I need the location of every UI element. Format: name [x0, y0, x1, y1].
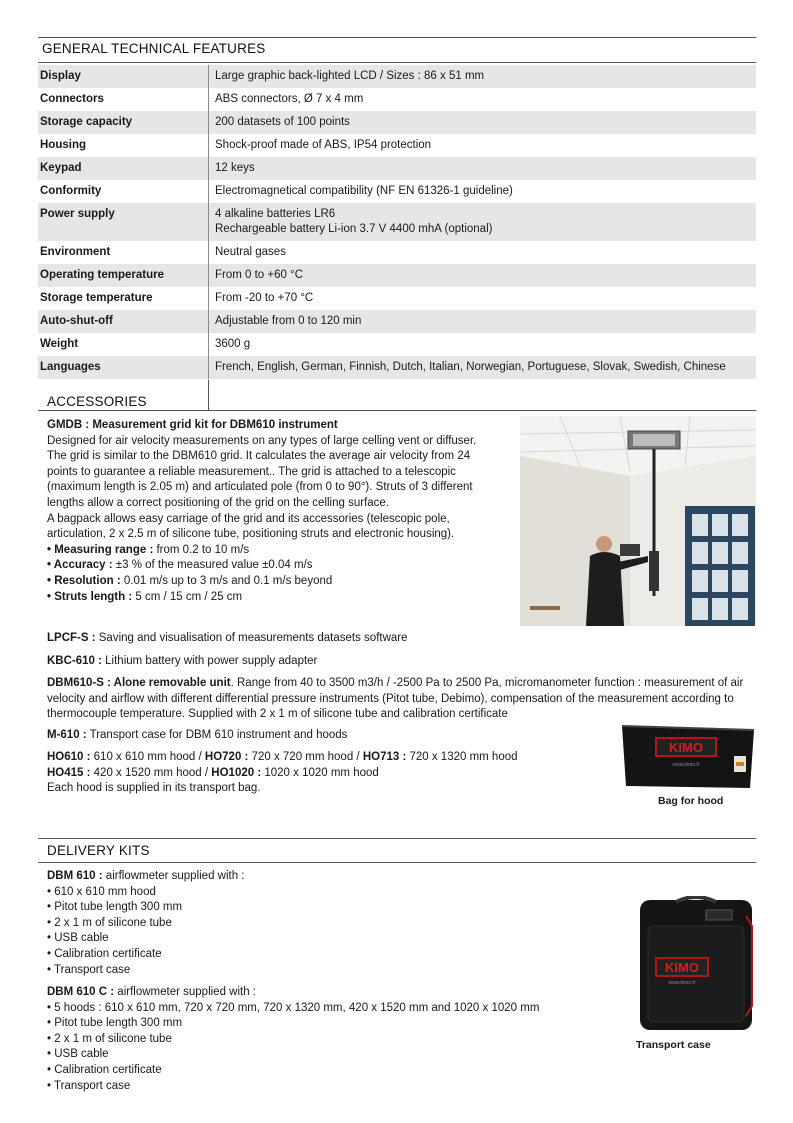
lpcf-code: LPCF-S : — [47, 632, 96, 644]
spec-value — [209, 180, 756, 203]
spec-value — [209, 310, 756, 333]
gmdb-bullet-key: • Measuring range : — [47, 543, 154, 556]
case-caption: Transport case — [636, 1039, 711, 1051]
kit-item: • Calibration certificate — [47, 1063, 162, 1076]
spec-row — [38, 264, 756, 287]
gmdb-line: lengths allow a correct positioning of the grid on the celling surface. — [47, 496, 390, 509]
spec-row — [38, 111, 756, 134]
kit1-items — [47, 885, 245, 979]
spec-row — [38, 134, 756, 157]
gmdb-bullet-key: • Accuracy : — [47, 559, 113, 572]
kit-item: • Transport case — [47, 963, 131, 976]
spec-row — [38, 333, 756, 356]
m610-desc: Transport case for DBM 610 instrument and hoods — [86, 729, 348, 741]
gmdb-bullet-value: ±3 % of the measured value ±0.04 m/s — [112, 559, 313, 572]
kit-item: • Transport case — [47, 1079, 131, 1092]
dbm610s-desc-3: thermocouple temperature. Supplied with 2 x 1 m of silicone tube and calibration certificate — [47, 708, 508, 721]
spec-value — [209, 287, 756, 310]
spec-value-line: Rechargeable battery Li-ion 3.7 V 4400 mhA (optional) — [215, 223, 493, 235]
kit-item: • USB cable — [47, 1048, 109, 1061]
hoods-block: HO610 : 610 x 610 mm hood / HO720 : 720 x 720 mm hood / HO713 : 720 x 1320 mm hood HO415 : 420 x 1520 mm hood / HO1020 : 1020 x 1020 mm hood Each hood is supplied in its transport bag. — [47, 750, 518, 797]
kit-item: • Calibration certificate — [47, 947, 162, 960]
gmdb-block — [47, 418, 476, 605]
kbc-code: KBC-610 : — [47, 655, 102, 667]
spec-label: Keypad — [38, 157, 209, 180]
spec-label: Languages — [38, 356, 209, 379]
kit1-desc: airflowmeter supplied with : — [102, 870, 245, 882]
gmdb-bullet-value: 5 cm / 15 cm / 25 cm — [132, 590, 243, 603]
spec-value-line: Electromagnetical compatibility (NF EN 61326-1 guideline) — [215, 185, 513, 197]
section-divider — [38, 838, 756, 839]
spec-row — [38, 356, 756, 379]
spec-value-line: Adjustable from 0 to 120 min — [215, 315, 362, 327]
transport-case-photo — [636, 896, 756, 1034]
spec-value-line: 4 alkaline batteries LR6 — [215, 208, 336, 220]
gmdb-line: points to guarantee a reliable measurement.. The grid is attached to a telescopic — [47, 465, 456, 478]
spec-value-line: 12 keys — [215, 162, 255, 174]
spec-label: Environment — [38, 241, 209, 264]
dbm610s-desc-1: . Range from 40 to 3500 m3/h / -2500 Pa to 2500 Pa, micromanometer function : measurement of air — [230, 677, 744, 689]
hoods-note: Each hood is supplied in its transport bag. — [47, 782, 261, 795]
spec-value-line: From 0 to +60 °C — [215, 269, 304, 281]
case-url: www.kimo.fr — [668, 980, 696, 986]
spec-value — [209, 65, 756, 88]
gmdb-bullet — [47, 543, 476, 559]
kit1-code: DBM 610 : — [47, 870, 103, 882]
m610-line — [47, 728, 347, 744]
grid-measurement-photo — [520, 416, 756, 626]
spec-row — [38, 65, 756, 88]
spec-label: Storage temperature — [38, 287, 209, 310]
hood-bag-photo — [620, 722, 756, 792]
spec-value — [209, 264, 756, 287]
gmdb-bullet — [47, 558, 476, 574]
kit-item: • Pitot tube length 300 mm — [47, 901, 183, 914]
section-delivery-header — [38, 838, 756, 860]
case-logo: KIMO — [665, 960, 699, 975]
kit1-block — [47, 869, 245, 978]
lpcf-desc: Saving and visualisation of measurements datasets software — [95, 632, 408, 644]
kit-item: • USB cable — [47, 932, 109, 945]
kbc-line — [47, 654, 317, 670]
spec-label: Connectors — [38, 88, 209, 111]
section-underline — [38, 62, 756, 63]
kit-item: • Pitot tube length 300 mm — [47, 1017, 183, 1030]
spec-value-line: Shock-proof made of ABS, IP54 protection — [215, 139, 432, 151]
kit2-desc: airflowmeter supplied with : — [114, 986, 257, 998]
spec-label: Weight — [38, 333, 209, 356]
spec-value-line: French, English, German, Finnish, Dutch, Italian, Norwegian, Portuguese, Slovak, Swedish, Chinese — [215, 361, 726, 373]
section-underline — [38, 410, 756, 411]
gmdb-description — [47, 434, 476, 543]
gmdb-title: GMDB : Measurement grid kit for DBM610 instrument — [47, 419, 338, 431]
spec-value — [209, 88, 756, 111]
bag-logo: KIMO — [669, 740, 703, 755]
spec-label: Storage capacity — [38, 111, 209, 134]
gmdb-bullet-value: 0.01 m/s up to 3 m/s and 0.1 m/s beyond — [120, 574, 333, 587]
gmdb-bullet — [47, 590, 476, 606]
section-underline — [38, 862, 756, 863]
gmdb-line: Designed for air velocity measurements on any types of large celling vent or diffuser. — [47, 434, 477, 447]
spec-value-line: ABS connectors, Ø 7 x 4 mm — [215, 93, 364, 105]
lpcf-line — [47, 631, 408, 647]
spec-value — [209, 111, 756, 134]
dbm610s-code: DBM610-S : Alone removable unit — [47, 677, 231, 689]
spec-value — [209, 157, 756, 180]
spec-value-line: Neutral gases — [215, 246, 286, 258]
spec-row — [38, 310, 756, 333]
spec-label: Conformity — [38, 180, 209, 203]
spec-row — [38, 203, 756, 241]
spec-label: Operating temperature — [38, 264, 209, 287]
dbm610s-desc-2: velocity and airflow with different differential pressure instruments (Pitot tube, Debimo), compensation of the measurement according to — [47, 692, 734, 705]
spec-row — [38, 241, 756, 264]
spec-value — [209, 333, 756, 356]
bag-url: www.kimo.fr — [672, 762, 700, 768]
spec-label: Auto-shut-off — [38, 310, 209, 333]
kit2-block — [47, 985, 539, 1094]
spec-value — [209, 356, 756, 379]
gmdb-line: (maximum length is 2.05 m) and articulated pole (from 0 to 90°). Struts of 3 different — [47, 481, 473, 494]
gmdb-line: A bagpack allows easy carriage of the grid and its accessories (telescopic pole, — [47, 512, 450, 525]
section-divider — [38, 37, 756, 38]
gmdb-bullet — [47, 574, 476, 590]
gmdb-bullet-key: • Resolution : — [47, 574, 121, 587]
kbc-desc: Lithium battery with power supply adapter — [101, 655, 318, 667]
spec-row — [38, 180, 756, 203]
section-general-header — [38, 37, 756, 59]
spec-label: Power supply — [38, 203, 209, 241]
section-title-delivery: DELIVERY KITS — [47, 843, 150, 858]
gmdb-specs — [47, 543, 476, 605]
section-title-general: GENERAL TECHNICAL FEATURES — [42, 41, 266, 56]
kit-item: • 610 x 610 mm hood — [47, 885, 156, 898]
section-accessories-header — [38, 390, 756, 412]
spec-value — [209, 203, 756, 241]
spec-table — [38, 65, 756, 379]
gmdb-line: The grid is similar to the DBM610 grid. It calculates the average air velocity from 24 — [47, 450, 471, 463]
spec-value-line: 3600 g — [215, 338, 251, 350]
spec-label: Housing — [38, 134, 209, 157]
bag-caption: Bag for hood — [658, 795, 724, 807]
spec-value-line: Large graphic back-lighted LCD / Sizes : 86 x 51 mm — [215, 70, 485, 82]
spec-value-line: From -20 to +70 °C — [215, 292, 314, 304]
gmdb-bullet-value: from 0.2 to 10 m/s — [153, 543, 250, 556]
dbm610s-block — [47, 676, 743, 723]
section-title-accessories: ACCESSORIES — [47, 394, 147, 409]
spec-value-line: 200 datasets of 100 points — [215, 116, 350, 128]
gmdb-line: articulation, 2 x 2.5 m of silicone tube, positioning struts and electronic housing). — [47, 528, 455, 541]
spec-row — [38, 157, 756, 180]
kit-item: • 2 x 1 m of silicone tube — [47, 916, 172, 929]
spec-label: Display — [38, 65, 209, 88]
m610-code: M-610 : — [47, 729, 87, 741]
spec-value — [209, 241, 756, 264]
kit2-code: DBM 610 C : — [47, 986, 115, 998]
spec-row — [38, 88, 756, 111]
spec-row — [38, 287, 756, 310]
kit-item: • 2 x 1 m of silicone tube — [47, 1032, 172, 1045]
kit-item: • 5 hoods : 610 x 610 mm, 720 x 720 mm, 720 x 1320 mm, 420 x 1520 mm and 1020 x 1020 mm — [47, 1001, 540, 1014]
kit2-items — [47, 1001, 539, 1095]
gmdb-bullet-key: • Struts length : — [47, 590, 133, 603]
spec-value — [209, 134, 756, 157]
